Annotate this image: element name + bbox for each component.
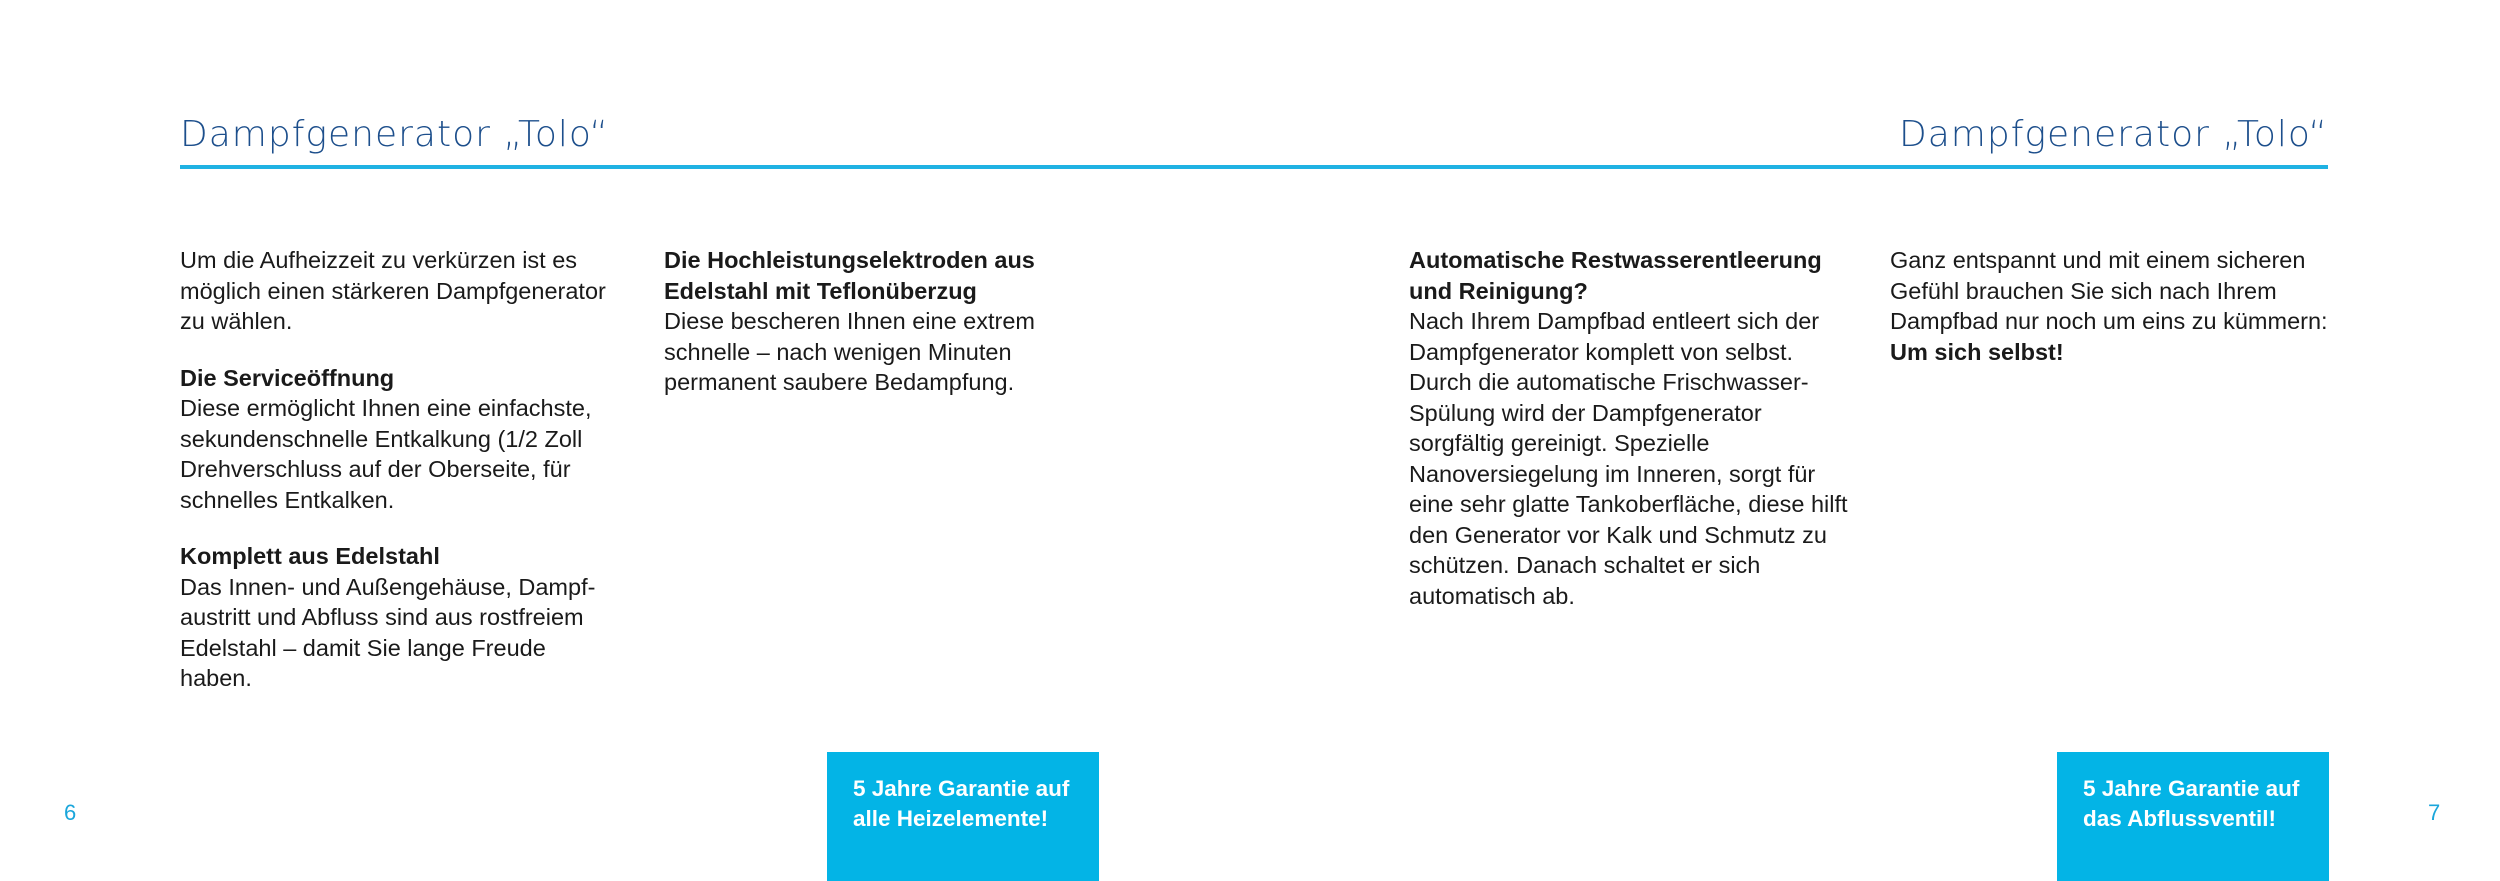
guarantee-callout-valve [2057,752,2329,881]
text-column-3 [1409,245,1849,637]
header-rule-left [180,165,1250,169]
callout-line: 5 Jahre Garantie auf [853,776,1070,801]
drain-heading: Automatische Restwasserentleerung und Reinigung? [1409,247,1822,304]
closing-text: Ganz entspannt und mit einem sicheren Gefühl brauchen Sie sich nach Ihrem Dampfbad nur noch um eins zu kümmern: [1890,247,2328,334]
text-column-2 [664,245,1104,424]
drain-text: Nach Ihrem Dampfbad entleert sich der Dampfgenerator komplett von selbst. Durch die automatische Frischwasser-Spülung wird der Dampfgenerator sorgfältig gereinigt. Spezielle Nanoversiegelung im Inneren, sorgt für eine sehr glatte Tankoberfläche, diese hilft den Generator vor Kalk und Schmutz zu schützen. Danach schaltet er sich automatisch ab. [1409,308,1848,609]
callout-line: das Abflussventil! [2083,806,2276,831]
service-heading: Die Serviceöffnung [180,364,395,391]
electrodes-text: Diese bescheren Ihnen eine extrem schnelle – nach wenigen Minuten permanent saubere Bedampfung. [664,308,1035,395]
page-number-left: 6 [64,800,77,825]
electrodes-section [664,245,1104,398]
guarantee-callout-heating [827,752,1099,881]
callout-line: alle Heizelemente! [853,806,1049,831]
text-column-1 [180,245,620,720]
electrodes-heading: Die Hochleistungselektroden aus Edelstahl mit Teflonüberzug [664,247,1035,304]
closing-emphasis: Um sich selbst! [1890,338,2064,365]
callout-line: 5 Jahre Garantie auf [2083,776,2300,801]
service-section [180,363,620,516]
closing-paragraph [1890,245,2340,367]
text-column-4 [1890,245,2340,393]
page-title-right: Dampfgenerator „Tolo“ [1899,114,2328,155]
header-rule-right [1250,165,2328,169]
intro-paragraph: Um die Aufheizzeit zu verkürzen ist es möglich einen stärkeren Dampfgenerator zu wählen. [180,247,606,334]
page-title-left: Dampfgenerator „Tolo“ [180,114,609,155]
steel-section [180,541,620,694]
steel-text: Das Innen- und Außengehäuse, Dampfaustritt und Abfluss sind aus rostfreiem Edelstahl – damit Sie lange Freude haben. [180,573,596,691]
drain-section [1409,245,1849,611]
steel-heading: Komplett aus Edelstahl [180,543,440,569]
service-text: Diese ermöglicht Ihnen eine einfachste, sekundenschnelle Entkalkung (1/2 Zoll Drehverschluss auf der Oberseite, für schnelles Entkalken. [180,395,592,513]
page-number-right: 7 [2428,800,2441,825]
